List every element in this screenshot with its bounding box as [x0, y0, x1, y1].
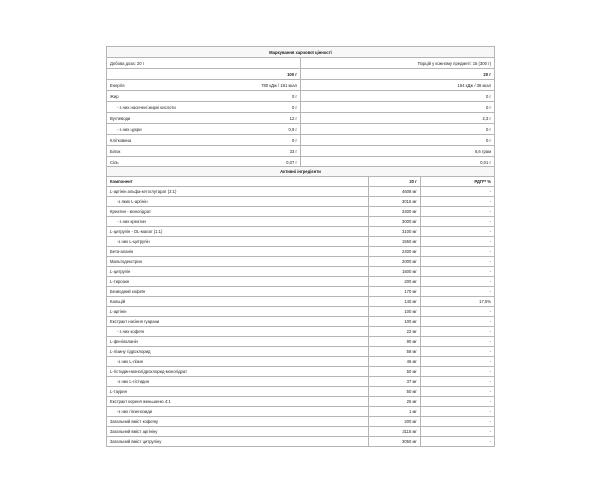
nutrient-value-100g: 0 г: [291, 104, 297, 110]
ingredient-row: [107, 287, 495, 297]
ingredient-rdi: -: [420, 197, 494, 207]
ingredient-amount: 50 мг: [369, 387, 421, 397]
nutrient-name: Клітковина: [110, 137, 132, 143]
ingredient-amount: 3015 мг: [369, 197, 421, 207]
nutrient-name: Сіль: [110, 159, 119, 165]
nutrient-value-20g: 0 г: [301, 91, 495, 102]
servings-per-container: Порцій у кожному предметі: 15 (300 г): [301, 58, 495, 69]
ingredient-rdi: -: [420, 257, 494, 267]
nutrient-value-100g: 780 кДж / 181 ккал: [261, 82, 297, 88]
active-title: Активні інгредієнти: [107, 167, 495, 177]
ingredient-amount: 170 мг: [369, 287, 421, 297]
ingredient-name: L-аргінін: [107, 307, 369, 317]
ingredient-amount: 200 мг: [369, 417, 421, 427]
nutrient-value-100g: 33 г: [289, 148, 297, 154]
ingredient-row: [107, 317, 495, 327]
ingredient-name: Екстракт кореня женьшеню 4:1: [107, 397, 369, 407]
nutrient-value-20g: 0 г: [301, 102, 495, 113]
ingredient-row: [107, 217, 495, 227]
ingredient-rdi: -: [420, 407, 494, 417]
nutrient-name: Жир: [110, 93, 119, 99]
ingredient-row: [107, 267, 495, 277]
ingredient-rdi: -: [420, 277, 494, 287]
ingredient-amount: 22 мг: [369, 327, 421, 337]
ingredient-row: [107, 277, 495, 287]
ingredient-amount: 3400 мг: [369, 207, 421, 217]
ingredient-row: [107, 347, 495, 357]
ingredient-name: -з них гінзенозиди: [107, 407, 369, 417]
ingredient-amount: 2000 мг: [369, 257, 421, 267]
nutrition-row: [107, 124, 495, 135]
nutrient-cell-100g: [107, 124, 301, 135]
ingredient-rdi: -: [420, 347, 494, 357]
ingredient-row: [107, 357, 495, 367]
nutrition-row: [107, 91, 495, 102]
ingredient-name: - з них креатин: [107, 217, 369, 227]
nutrition-header-row: [107, 69, 495, 80]
ingredient-amount: 1500 мг: [369, 267, 421, 277]
ingredient-row: [107, 297, 495, 307]
nutrient-value-20g: 0 г: [301, 135, 495, 146]
daily-dose: Добова доза: 20 г: [107, 58, 301, 69]
nutrient-cell-100g: [107, 135, 301, 146]
ingredient-name: Мальтодекстрин: [107, 257, 369, 267]
ingredient-row: [107, 407, 495, 417]
ingredient-name: -з них L-гістидин: [107, 377, 369, 387]
nutrition-row: [107, 146, 495, 157]
active-title-row: [107, 167, 495, 177]
nutrient-cell-100g: [107, 91, 301, 102]
ingredient-rdi: -: [420, 427, 494, 437]
nutrient-cell-100g: [107, 113, 301, 124]
ingredient-name: L-цитрулін: [107, 267, 369, 277]
nutrition-table: [106, 46, 495, 168]
ingredient-amount: 140 мг: [369, 297, 421, 307]
column-header-amount: 20 г: [369, 177, 421, 187]
ingredient-row: [107, 187, 495, 197]
ingredient-name: L-лізину гідрохлорид: [107, 347, 369, 357]
ingredient-row: [107, 427, 495, 437]
nutrition-serving-row: [107, 58, 495, 69]
ingredient-rdi: -: [420, 357, 494, 367]
column-header-100g: 100 г: [107, 69, 301, 80]
ingredient-amount: 50 мг: [369, 367, 421, 377]
nutrient-value-100g: 0 г: [291, 93, 297, 99]
nutrition-row: [107, 102, 495, 113]
nutrition-title-row: [107, 47, 495, 58]
ingredient-name: Загальний вміст аргініну: [107, 427, 369, 437]
ingredient-rdi: -: [420, 367, 494, 377]
nutrient-cell-100g: [107, 80, 301, 91]
nutrient-value-20g: 154 кДж / 36 ккал: [301, 80, 495, 91]
nutrient-cell-100g: [107, 102, 301, 113]
ingredient-row: [107, 367, 495, 377]
ingredient-amount: 25 мг: [369, 397, 421, 407]
ingredient-name: Бета-аланін: [107, 247, 369, 257]
nutrient-name: - з них насичені жирні кислоти: [117, 104, 176, 110]
ingredient-rdi: -: [420, 417, 494, 427]
ingredient-rdi: -: [420, 317, 494, 327]
ingredient-name: Загальний вміст кофеїну: [107, 417, 369, 427]
ingredient-amount: 46 мг: [369, 357, 421, 367]
active-ingredients-table: [106, 166, 495, 447]
ingredient-name: L-аргінін альфа-кетоглутарат (2:1): [107, 187, 369, 197]
nutrient-cell-100g: [107, 146, 301, 157]
nutrition-row: [107, 135, 495, 146]
ingredient-amount: 3050 мг: [369, 437, 421, 447]
ingredient-row: [107, 377, 495, 387]
ingredient-row: [107, 387, 495, 397]
nutrient-value-100g: 12 г: [289, 115, 297, 121]
ingredient-name: -з них L-лізин: [107, 357, 369, 367]
ingredient-rdi: -: [420, 337, 494, 347]
ingredient-amount: 1550 мг: [369, 237, 421, 247]
nutrition-row: [107, 113, 495, 124]
ingredient-name: Креатин - моногідрат: [107, 207, 369, 217]
ingredient-row: [107, 197, 495, 207]
ingredient-row: [107, 337, 495, 347]
ingredient-name: Безводний кофеїн: [107, 287, 369, 297]
nutrient-value-20g: 0 г: [301, 124, 495, 135]
column-header-rdi: РДП** %: [420, 177, 494, 187]
ingredient-rdi: -: [420, 397, 494, 407]
ingredient-name: Екстракт насіння гуарани: [107, 317, 369, 327]
ingredient-amount: 37 мг: [369, 377, 421, 387]
ingredient-amount: 100 мг: [369, 317, 421, 327]
nutrient-name: Енергія: [110, 82, 125, 88]
nutrient-value-20g: 2,3 г: [301, 113, 495, 124]
ingredient-name: -з них L-цитрулін: [107, 237, 369, 247]
ingredient-rdi: -: [420, 377, 494, 387]
ingredient-rdi: -: [420, 227, 494, 237]
ingredient-row: [107, 397, 495, 407]
nutrient-value-20g: 6,6 грам: [301, 146, 495, 157]
ingredient-amount: 3100 мг: [369, 227, 421, 237]
nutrition-row: [107, 80, 495, 91]
ingredient-rdi: -: [420, 217, 494, 227]
ingredient-row: [107, 237, 495, 247]
active-header-row: [107, 177, 495, 187]
ingredient-name: Кальцій: [107, 297, 369, 307]
ingredient-amount: 200 мг: [369, 277, 421, 287]
nutrient-value-100g: 0,9 г: [288, 126, 297, 132]
ingredient-row: [107, 307, 495, 317]
ingredient-rdi: -: [420, 387, 494, 397]
ingredient-rdi: -: [420, 237, 494, 247]
ingredient-row: [107, 247, 495, 257]
ingredient-rdi: 17,5%: [420, 297, 494, 307]
ingredient-rdi: -: [420, 267, 494, 277]
ingredient-name: - з них кофеїн: [107, 327, 369, 337]
nutrient-name: Білок: [110, 148, 121, 154]
ingredient-rdi: -: [420, 307, 494, 317]
ingredient-rdi: -: [420, 187, 494, 197]
ingredient-name: L-фенілаланін: [107, 337, 369, 347]
ingredient-amount: 1 мг: [369, 407, 421, 417]
ingredient-row: [107, 437, 495, 447]
ingredient-rdi: -: [420, 437, 494, 447]
ingredient-rdi: -: [420, 287, 494, 297]
ingredient-name: -з яких L-аргінін: [107, 197, 369, 207]
ingredient-amount: 4608 мг: [369, 187, 421, 197]
column-header-component: Компонент: [107, 177, 369, 187]
ingredient-rdi: -: [420, 207, 494, 217]
ingredient-name: Загальний вміст цитруліну: [107, 437, 369, 447]
ingredient-name: L-цитрулін - DL-малат (1:1): [107, 227, 369, 237]
ingredient-name: L-гістидин-моногідрохлорид-моногідрат: [107, 367, 369, 377]
nutrient-value-20g: 0,01 г: [301, 157, 495, 168]
ingredient-amount: 2400 мг: [369, 247, 421, 257]
ingredient-rdi: -: [420, 247, 494, 257]
ingredient-rdi: -: [420, 327, 494, 337]
ingredient-amount: 3115 мг: [369, 427, 421, 437]
nutrient-name: - з них цукри: [117, 126, 142, 132]
ingredient-row: [107, 327, 495, 337]
nutrition-title: Маркування харчової цінності: [107, 47, 495, 58]
column-header-20g: 20 г: [301, 69, 495, 80]
ingredient-amount: 3000 мг: [369, 217, 421, 227]
ingredient-name: L-тирозин: [107, 277, 369, 287]
ingredient-row: [107, 417, 495, 427]
ingredient-row: [107, 227, 495, 237]
ingredient-name: L-таурин: [107, 387, 369, 397]
nutrient-name: Вуглеводи: [110, 115, 131, 121]
ingredient-amount: 90 мг: [369, 337, 421, 347]
ingredient-row: [107, 257, 495, 267]
nutrient-value-100g: 0,07 г: [286, 159, 297, 165]
ingredient-amount: 58 мг: [369, 347, 421, 357]
nutrient-value-100g: 0 г: [291, 137, 297, 143]
ingredient-amount: 100 мг: [369, 307, 421, 317]
ingredient-row: [107, 207, 495, 217]
